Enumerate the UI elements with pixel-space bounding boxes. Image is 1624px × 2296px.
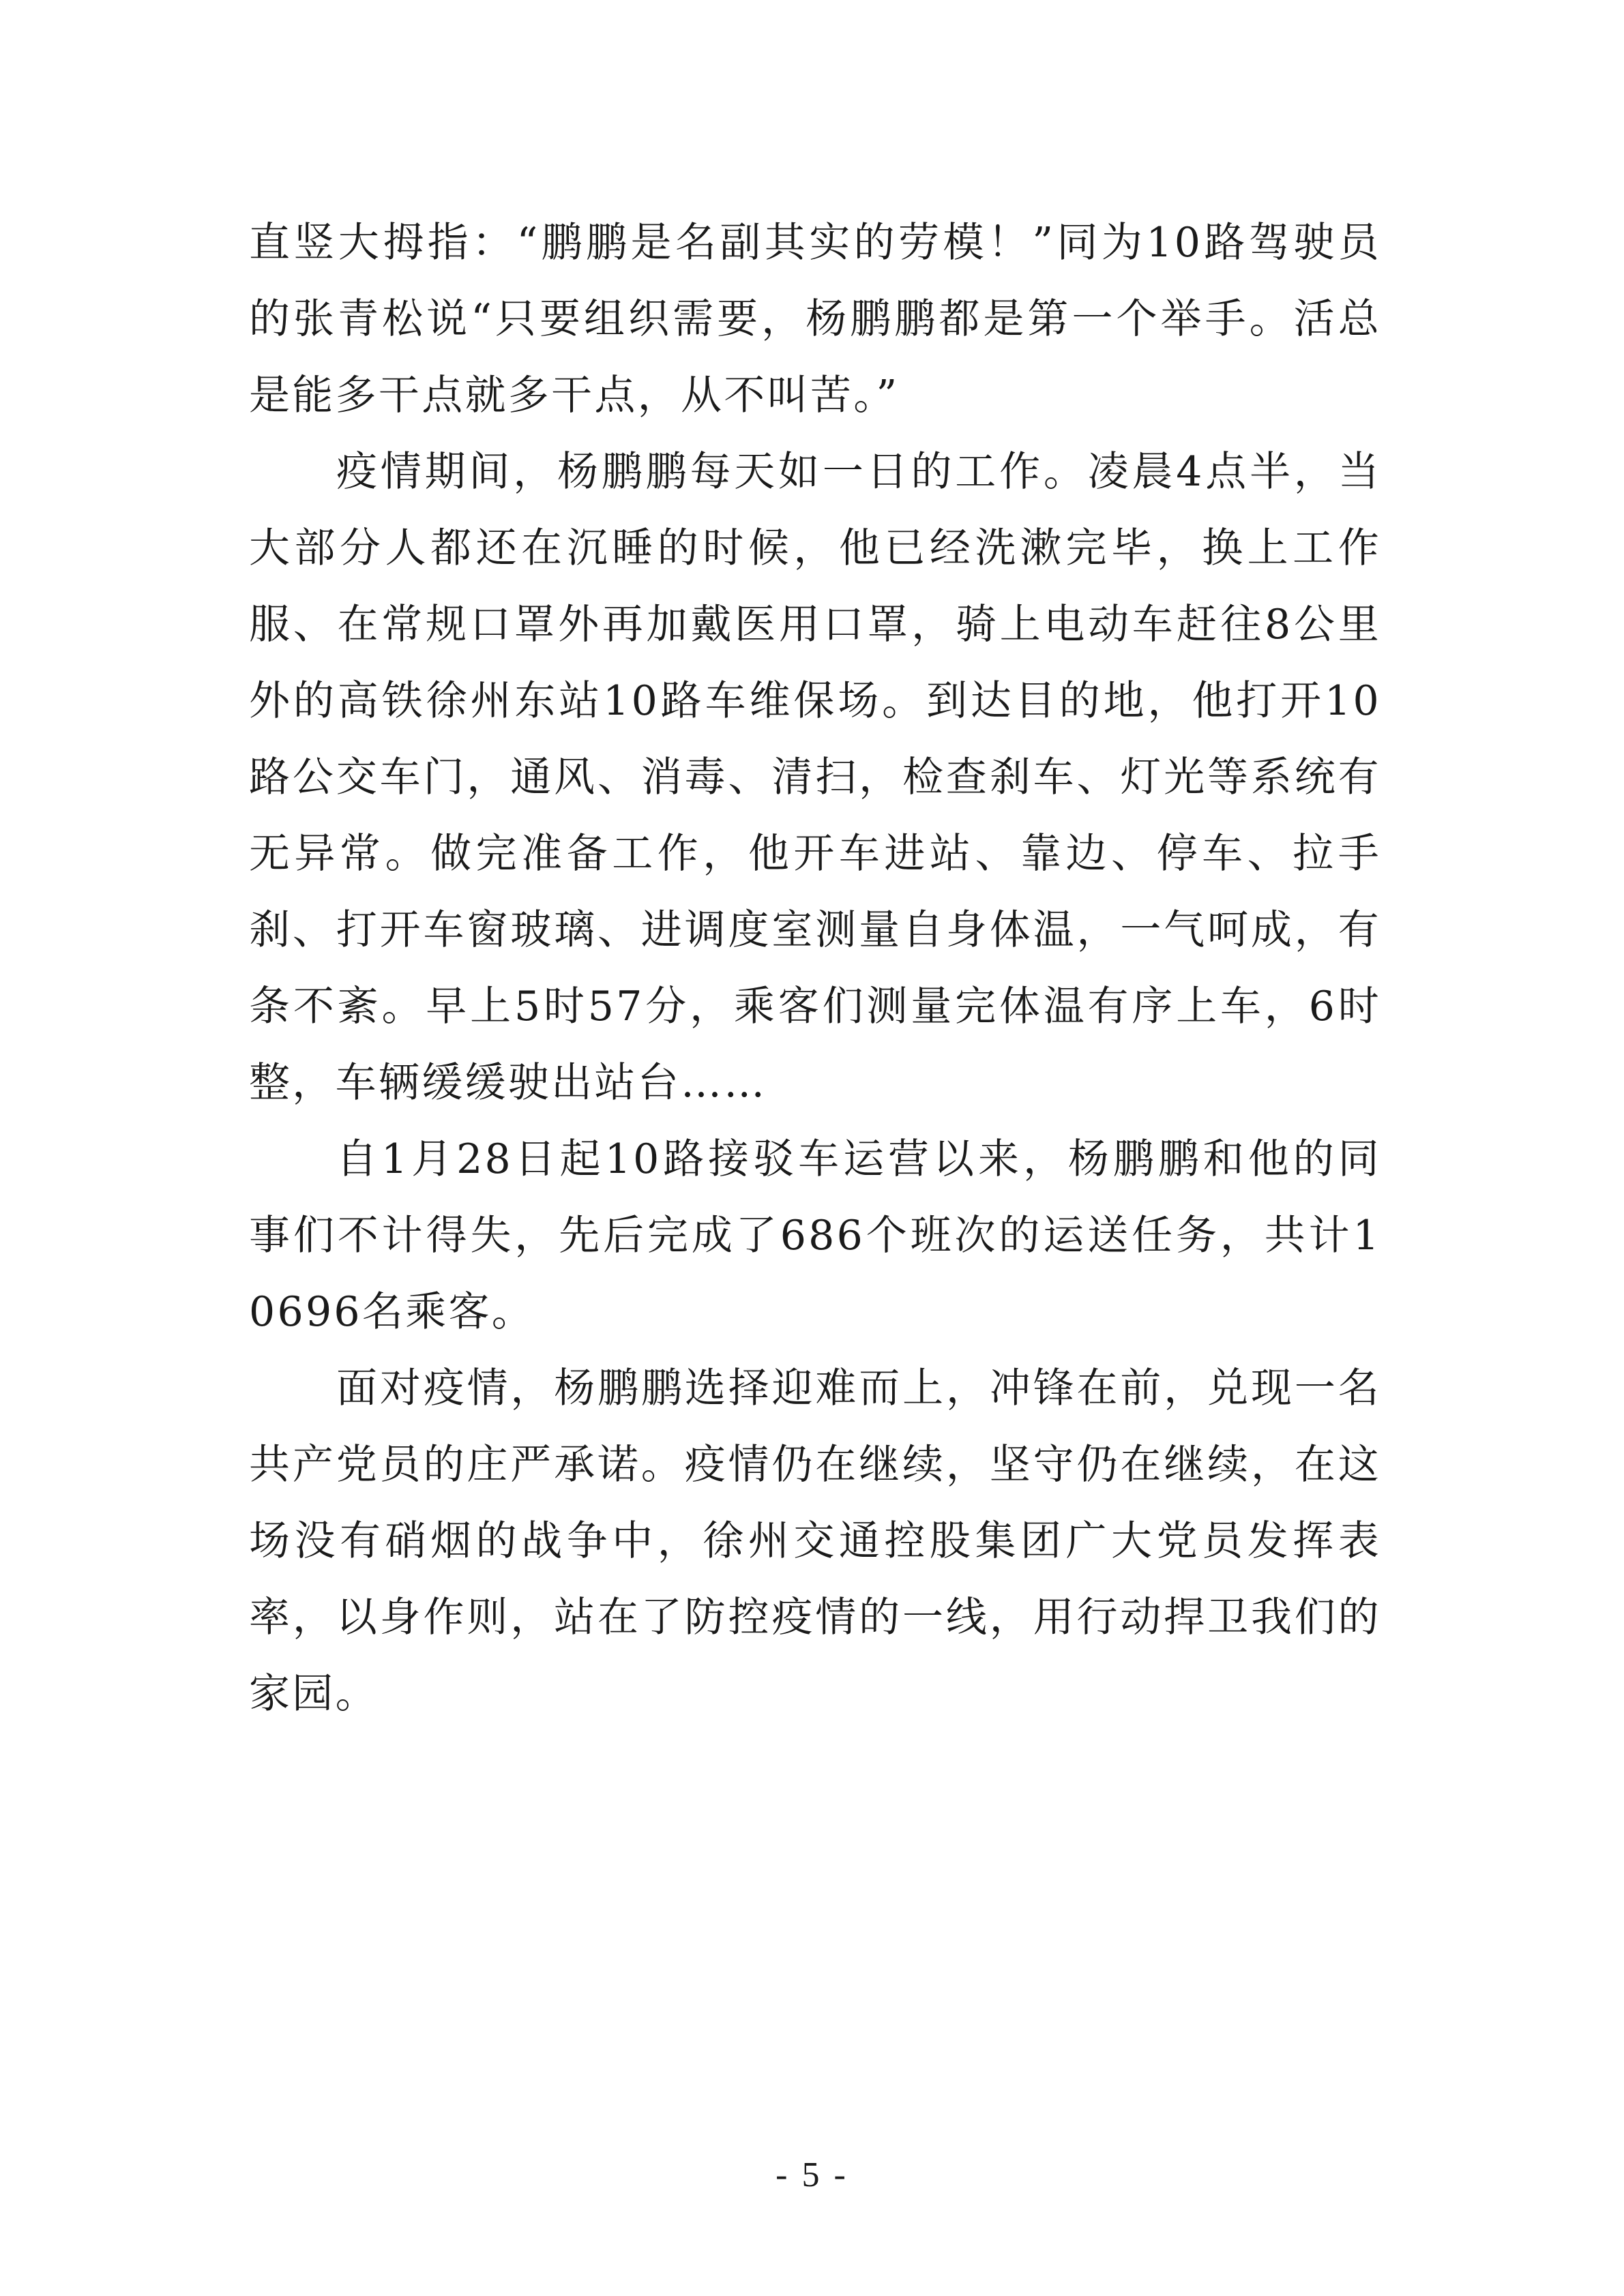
paragraph-1: 直竖大拇指：“鹏鹏是名副其实的劳模！”同为10路驾驶员的张青松说“只要组织需要，杨鹏鹏都是第一个举手。活总是能多干点就多干点，从不叫苦。” (249, 219, 1381, 419)
paragraph-3: 自1月28日起10路接驳车运营以来，杨鹏鹏和他的同事们不计得失，先后完成了686个班次的运送任务，共计10696名乘客。 (249, 1135, 1381, 1336)
page-number: - 5 - (776, 2156, 848, 2194)
document-body (249, 205, 1381, 1732)
paragraph-2: 疫情期间，杨鹏鹏每天如一日的工作。凌晨4点半，当大部分人都还在沉睡的时候，他已经洗漱完毕，换上工作服、在常规口罩外再加戴医用口罩，骑上电动车赶往8公里外的高铁徐州东站10路车维保场。到达目的地，他打开10路公交车门，通风、消毒、清扫，检查刹车、灯光等系统有无异常。做完准备工作，他开车进站、靠边、停车、拉手刹、打开车窗玻璃、进调度室测量自身体温，一气呵成，有条不紊。早上5时57分，乘客们测量完体温有序上车，6时整，车辆缓缓驶出站台…… (249, 448, 1381, 1107)
paragraph-4: 面对疫情，杨鹏鹏选择迎难而上，冲锋在前，兑现一名共产党员的庄严承诺。疫情仍在继续，坚守仍在继续，在这场没有硝烟的战争中，徐州交通控股集团广大党员发挥表率，以身作则，站在了防控疫情的一线，用行动捍卫我们的家园。 (249, 1365, 1381, 1718)
